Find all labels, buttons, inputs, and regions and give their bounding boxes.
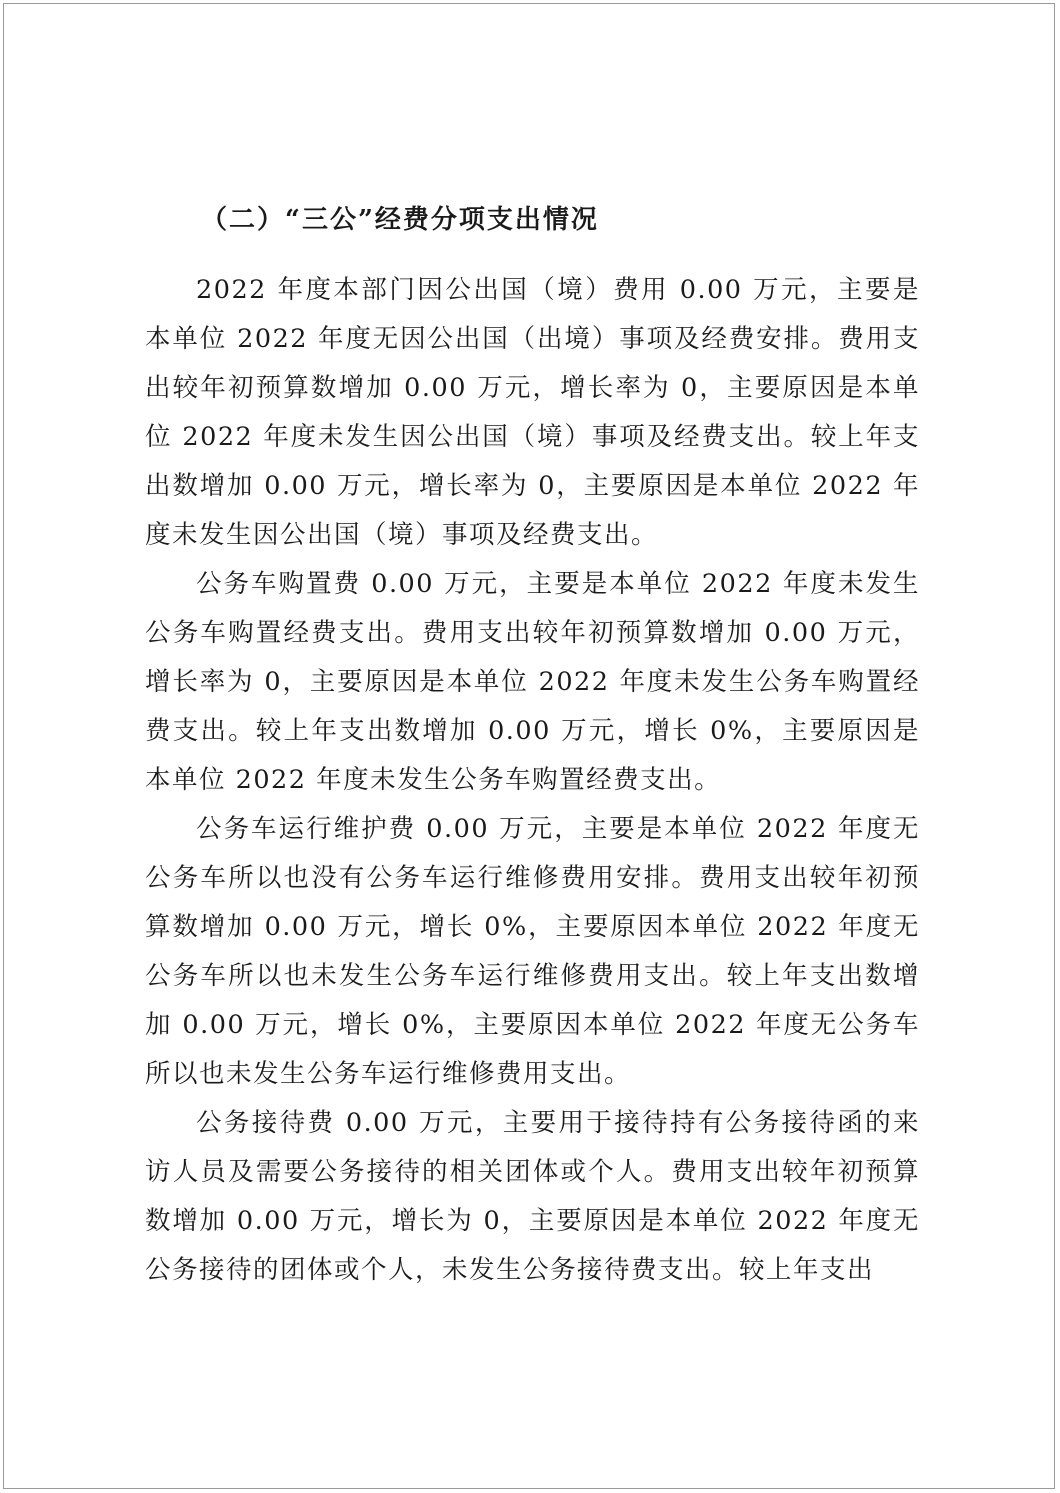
paragraph-official-reception: 公务接待费 0.00 万元，主要用于接待持有公务接待函的来访人员及需要公务接待的相关团体或个人。费用支出较年初预算数增加 0.00 万元，增长为 0，主要原因是本单位 2022 年度无公务接待的团体或个人，未发生公务接待费支出。较上年支出 — [145, 1108, 920, 1285]
paragraph-vehicle-purchase: 公务车购置费 0.00 万元，主要是本单位 2022 年度未发生公务车购置经费支出。费用支出较年初预算数增加 0.00 万元，增长率为 0，主要原因是本单位 2022 年度未发生公务车购置经费支出。较上年支出数增加 0.00 万元，增长 0%，主要原因是本单位 2022 年度未发生公务车购置经费支出。 — [145, 569, 920, 795]
paragraph-overseas-travel: 2022 年度本部门因公出国（境）费用 0.00 万元，主要是本单位 2022 年度无因公出国（出境）事项及经费安排。费用支出较年初预算数增加 0.00 万元，增长率为 0，主要原因是本单位 2022 年度未发生因公出国（境）事项及经费支出。较上年支出数增加 0.00 万元，增长率为 0，主要原因是本单位 2022 年度未发生因公出国（境）事项及经费支出。 — [145, 275, 920, 550]
paragraph-vehicle-maintenance: 公务车运行维护费 0.00 万元，主要是本单位 2022 年度无公务车所以也没有公务车运行维修费用安排。费用支出较年初预算数增加 0.00 万元，增长 0%，主要原因本单位 2022 年度无公务车所以也未发生公务车运行维修费用支出。较上年支出数增加 0.00 万元，增长 0%，主要原因本单位 2022 年度无公务车所以也未发生公务车运行维修费用支出。 — [145, 814, 920, 1089]
section-heading: （二）“三公”经费分项支出情况 — [201, 205, 599, 235]
document-body — [145, 196, 920, 1295]
